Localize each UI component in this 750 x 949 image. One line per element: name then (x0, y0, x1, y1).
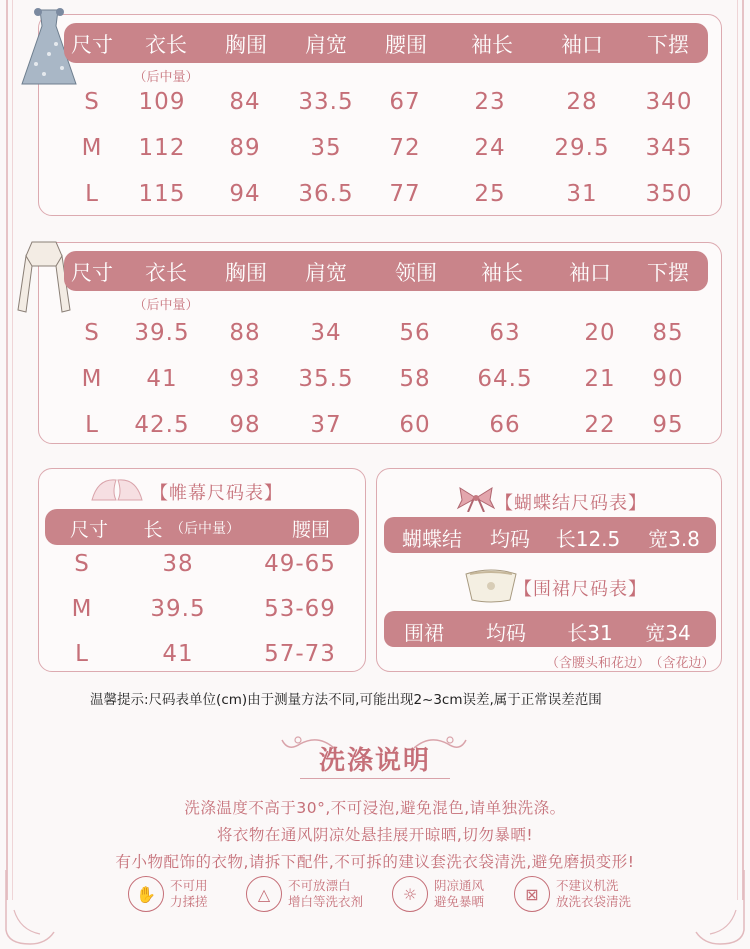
corner-ornament-right (680, 870, 750, 949)
back-center-note: （后中量） (133, 70, 199, 85)
header-bust: 胸围 (225, 33, 267, 57)
table-row: S 109 84 33.5 67 23 28 340 (84, 89, 693, 115)
no-machine-wash-icon: ⊠ (514, 876, 550, 912)
wash-title: 洗涤说明 (318, 746, 431, 776)
veil-title: 【帷幕尺码表】 (150, 483, 283, 504)
header-hem: 下摆 (647, 261, 689, 285)
wash-line-2: 将衣物在通风阴凉处悬挂展开晾晒,切勿暴晒! (216, 826, 534, 844)
header-length: 衣长 (145, 33, 187, 57)
table-row: S 39.5 88 34 56 63 20 85 (84, 320, 684, 346)
header-shoulder: 肩宽 (305, 33, 347, 57)
apron-note-waist: （含腰头和花边） (545, 656, 651, 671)
no-bleach-icon: △ (246, 876, 282, 912)
veil-thumbnail (88, 474, 146, 504)
table-row: M 39.5 53-69 (71, 596, 336, 622)
header-neck: 领围 (395, 261, 437, 285)
header-shoulder: 肩宽 (305, 261, 347, 285)
header-cuff: 袖口 (569, 261, 611, 285)
no-rub-icon: ✋ (128, 876, 164, 912)
apron-size-bar: 围裙 均码 长31 宽34 (384, 611, 716, 647)
bow-thumbnail (456, 486, 496, 512)
shade-dry-icon: ☼ (392, 876, 428, 912)
header-hem: 下摆 (647, 33, 689, 57)
corner-ornament-left (0, 870, 70, 949)
wash-line-1: 洗涤温度不高于30°,不可浸泡,避免混色,请单独洗涤。 (184, 799, 566, 817)
table-row: M 112 89 35 72 24 29.5 345 (81, 135, 693, 161)
header-cuff: 袖口 (561, 33, 603, 57)
table-row: S 38 49-65 (74, 551, 336, 577)
apron-title: 【围裙尺码表】 (514, 579, 647, 600)
header-length: 衣长 (145, 261, 187, 285)
header-sleeve: 袖长 (471, 33, 513, 57)
header-size: 尺寸 (71, 33, 113, 57)
bow-size-bar: 蝴蝶结 均码 长12.5 宽3.8 (384, 517, 716, 553)
table2-header (64, 251, 708, 291)
header-size: 尺寸 (71, 261, 113, 285)
care-item: ☼ 阴凉通风 避免暴晒 (392, 876, 484, 912)
veil-header: 尺寸 长 （后中量） 腰围 (45, 509, 359, 545)
table-row: L 115 94 36.5 77 25 31 350 (85, 181, 693, 207)
header-bust: 胸围 (225, 261, 267, 285)
care-item: ✋ 不可用 力揉搓 (128, 876, 208, 912)
table-row: L 41 57-73 (75, 641, 336, 667)
back-center-note: （后中量） (133, 298, 199, 313)
bow-title: 【蝴蝶结尺码表】 (495, 493, 647, 514)
measurement-tip: 温馨提示:尺码表单位(cm)由于测量方法不同,可能出现2~3cm误差,属于正常误差范围 (90, 692, 602, 708)
header-sleeve: 袖长 (481, 261, 523, 285)
care-item: ⊠ 不建议机洗 放洗衣袋清洗 (514, 876, 631, 912)
wash-line-3: 有小物配饰的衣物,请拆下配件,不可拆的建议套洗衣袋清洗,避免磨损变形! (115, 853, 635, 871)
apron-note-lace: （含花边） (649, 656, 715, 671)
table1-header (64, 23, 708, 63)
care-item: △ 不可放漂白 增白等洗衣剂 (246, 876, 363, 912)
table-row: M 41 93 35.5 58 64.5 21 90 (81, 366, 684, 392)
table-row: L 42.5 98 37 60 66 22 95 (85, 412, 684, 438)
header-waist: 腰围 (385, 33, 427, 57)
apron-thumbnail (460, 564, 522, 604)
